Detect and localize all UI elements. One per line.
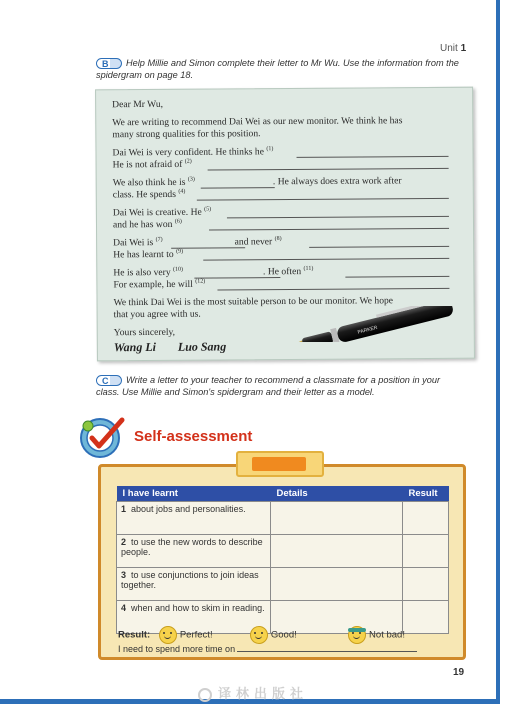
letter-line: He is also very $^{(10)}$ . He often $^{(11)}$ [113,265,314,279]
panel-tab [236,451,324,477]
spend-more-time-line: I need to spend more time on [118,644,417,654]
blank-3[interactable] [201,187,275,189]
blank-4[interactable] [197,198,449,201]
blank-2[interactable] [208,168,449,171]
smiley-perfect-icon[interactable] [159,626,177,644]
result-cell[interactable] [403,535,449,568]
letter-greeting: Dear Mr Wu, [112,98,164,111]
self-assessment-title: Self-assessment [134,428,253,445]
item-cell: 1 about jobs and personalities. [117,502,271,535]
letter-line: For example, he will $^{(12)}$ [113,278,206,291]
blank-8[interactable] [309,246,449,248]
details-cell[interactable] [271,502,403,535]
page-number: 19 [453,667,465,678]
table-row [117,502,449,535]
letter-line: He is not afraid of $^{(2)}$ [112,158,192,171]
blank-6[interactable] [209,228,449,231]
letter-signoff: Yours sincerely, [113,326,176,339]
unit-label: Unit 1 [440,43,467,54]
letter-intro-line: We are writing to recommend Dai Wei as our new monitor. We think he has [112,115,403,129]
column-header: Details [271,486,403,502]
letter-line: Dai Wei is creative. He $^{(5)}$ [112,206,212,219]
letter-intro-line: many strong qualities for this position. [112,128,261,141]
blank-10[interactable] [194,277,280,279]
signature-luo-sang: Luo Sang [177,339,227,354]
letter-line: and he has won $^{(6)}$ [112,218,182,231]
checkmark-badge-icon [78,414,128,458]
result-option-good: Good! [270,629,297,641]
item-cell: 4 when and how to skim in reading. [117,601,271,634]
table-row [117,535,449,568]
section-b-pill: B [96,58,122,69]
svg-text:PARKER: PARKER [357,324,379,336]
result-option-perfect: Perfect! [179,629,213,641]
table-row [117,568,449,601]
section-b-instruction: B Help Millie and Simon complete their letter to Mr Wu. Use the information from the spidergram on page 18. [96,58,459,81]
smiley-good-icon[interactable] [250,626,268,644]
details-cell[interactable] [271,535,403,568]
letter-closing: We think Dai Wei is the most suitable person to be our monitor. We hope [113,295,394,309]
item-cell: 3 to use conjunctions to join ideas together. [117,568,271,601]
result-option-not-bad: Not bad! [369,629,405,641]
blank-12[interactable] [217,288,449,291]
column-header: Result [403,486,449,502]
signature-wang-li: Wang Li [113,339,157,355]
publisher-watermark: 译林出版社 [198,683,308,702]
section-c-instruction: C Write a letter to your teacher to recommend a classmate for a position in your class. Use Millie and Simon's spidergram and their letter as a model. [96,375,441,398]
spend-more-time-blank[interactable] [237,651,417,652]
letter-line: Dai Wei is $^{(7)}$ and never $^{(8)}$ [113,236,282,249]
fountain-pen-icon [278,306,458,342]
result-label: Result: [118,629,151,641]
result-cell[interactable] [403,568,449,601]
section-c-pill: C [96,375,122,386]
blank-5[interactable] [227,216,449,219]
letter-line: class. He spends $^{(4)}$ [112,188,186,201]
self-assessment-table [116,486,449,634]
letter-line: Dai Wei is very confident. He thinks he $^{(1)}$ [112,146,274,159]
letter-line: He has learnt to $^{(9)}$ [113,248,184,261]
letter-closing: that you agree with us. [113,308,201,321]
blank-1[interactable] [297,156,449,158]
result-cell[interactable] [403,502,449,535]
column-header: I have learnt [117,486,271,502]
blank-9[interactable] [203,258,449,261]
blank-11[interactable] [345,276,449,278]
publisher-logo-icon [198,688,212,702]
item-cell: 2 to use the new words to describe people. [117,535,271,568]
smiley-not-bad-icon[interactable] [348,626,366,644]
details-cell[interactable] [271,568,403,601]
result-row [118,626,458,644]
letter-line: We also think he is $^{(3)}$ . He always does extra work after [112,175,402,189]
